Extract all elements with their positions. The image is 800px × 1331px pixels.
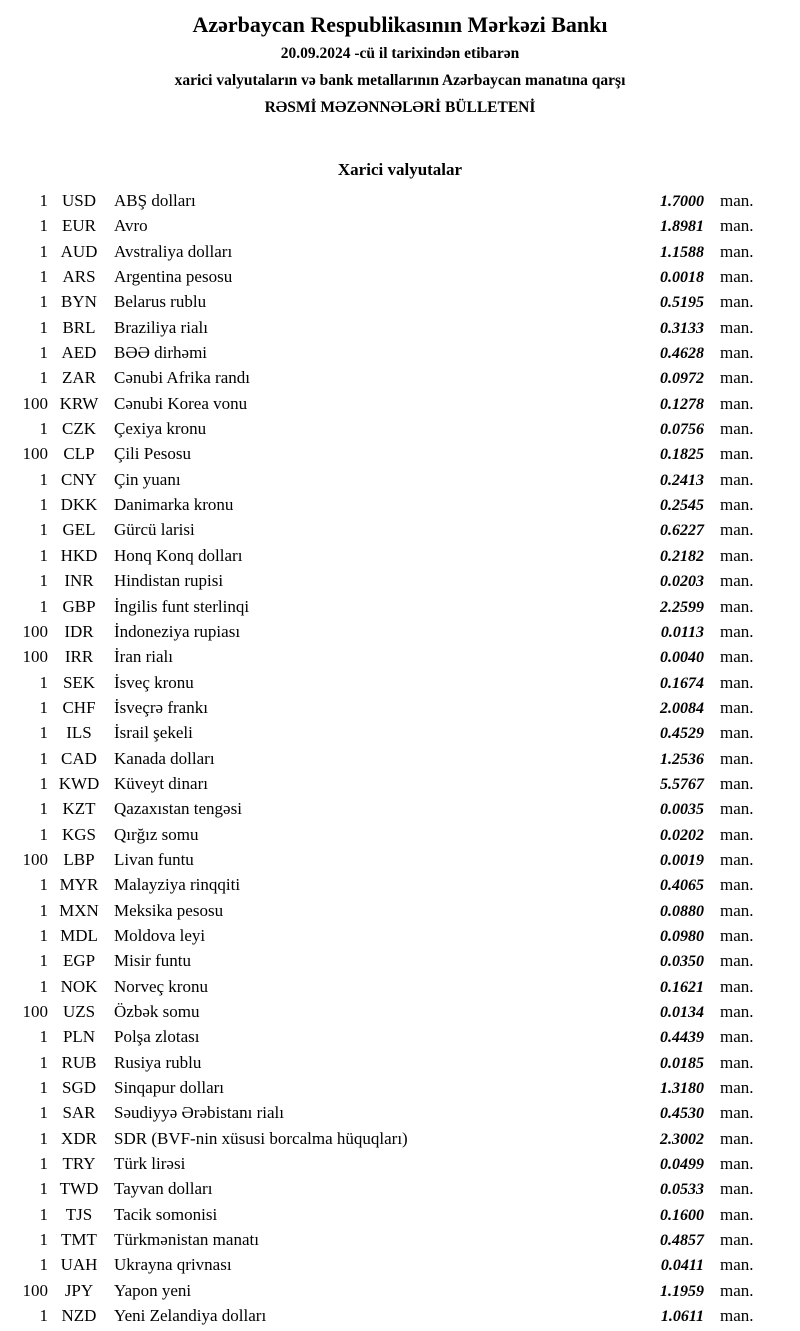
- cell-unit: man.: [720, 1306, 754, 1326]
- cell-rate: 0.4065: [660, 877, 704, 895]
- cell-currency-code: GBP: [62, 596, 96, 616]
- cell-currency-name: Kanada dolları: [114, 748, 215, 768]
- cell-currency-name: Misir funtu: [114, 951, 191, 971]
- cell-quantity: 1: [39, 317, 48, 337]
- cell-currency-name: Braziliya rialı: [114, 317, 208, 337]
- cell-currency-code: MDL: [60, 925, 98, 945]
- cell-quantity: 1: [39, 925, 48, 945]
- cell-unit: man.: [720, 849, 754, 869]
- cell-unit: man.: [720, 723, 754, 743]
- table-row: [0, 1278, 800, 1303]
- cell-quantity: 1: [39, 672, 48, 692]
- table-row: [0, 1176, 800, 1201]
- cell-quantity: 1: [39, 824, 48, 844]
- cell-currency-name: Çin yuanı: [114, 469, 181, 489]
- cell-currency-name: Livan funtu: [114, 849, 194, 869]
- document-header: [0, 0, 800, 121]
- table-row: [0, 568, 800, 593]
- table-row: [0, 1075, 800, 1100]
- cell-currency-code: LBP: [63, 849, 95, 869]
- table-row: [0, 492, 800, 517]
- table-row: [0, 1151, 800, 1176]
- cell-rate: 2.3002: [660, 1130, 704, 1148]
- cell-quantity: 1: [39, 900, 48, 920]
- cell-rate: 0.4530: [660, 1105, 704, 1123]
- cell-currency-code: KGS: [61, 824, 96, 844]
- cell-currency-code: KWD: [58, 773, 100, 793]
- table-row: [0, 594, 800, 619]
- cell-currency-code: TJS: [65, 1204, 93, 1224]
- cell-quantity: 1: [39, 241, 48, 261]
- cell-quantity: 1: [39, 1052, 48, 1072]
- cell-currency-name: Tacik somonisi: [114, 1204, 218, 1224]
- cell-currency-code: EUR: [62, 216, 96, 236]
- cell-currency-name: İngilis funt sterlinqi: [114, 596, 250, 616]
- table-row: [0, 720, 800, 745]
- cell-quantity: 1: [39, 292, 48, 312]
- cell-currency-name: Argentina pesosu: [114, 267, 233, 287]
- cell-unit: man.: [720, 875, 754, 895]
- cell-currency-code: BYN: [61, 292, 97, 312]
- cell-unit: man.: [720, 444, 754, 464]
- cell-currency-name: Polşa zlotası: [114, 1027, 200, 1047]
- table-row: [0, 999, 800, 1024]
- cell-rate: 2.2599: [660, 598, 704, 616]
- table-row: [0, 1100, 800, 1125]
- cell-rate: 0.0980: [660, 927, 704, 945]
- cell-quantity: 100: [22, 1002, 48, 1021]
- cell-currency-name: Honq Konq dolları: [114, 545, 243, 565]
- cell-rate: 0.4439: [660, 1029, 704, 1047]
- cell-unit: man.: [720, 596, 754, 616]
- cell-currency-code: ZAR: [62, 368, 96, 388]
- cell-unit: man.: [720, 495, 754, 515]
- cell-quantity: 1: [39, 951, 48, 971]
- cell-rate: 0.0203: [660, 573, 704, 591]
- cell-currency-name: Çili Pesosu: [114, 444, 191, 464]
- cell-rate: 0.4628: [660, 345, 704, 363]
- cell-quantity: 1: [39, 875, 48, 895]
- cell-currency-name: Tayvan dolları: [114, 1179, 213, 1199]
- cell-unit: man.: [720, 672, 754, 692]
- cell-unit: man.: [720, 343, 754, 363]
- cell-currency-name: BƏƏ dirhəmi: [114, 343, 208, 363]
- table-row: [0, 695, 800, 720]
- cell-rate: 0.1674: [660, 674, 704, 692]
- cell-quantity: 100: [22, 849, 48, 869]
- currency-table: [0, 188, 800, 1328]
- cell-unit: man.: [720, 1230, 754, 1250]
- table-row: [0, 239, 800, 264]
- table-row: [0, 822, 800, 847]
- cell-currency-code: TMT: [61, 1230, 97, 1250]
- cell-quantity: 1: [39, 1255, 48, 1275]
- cell-unit: man.: [720, 621, 754, 641]
- cell-quantity: 100: [22, 393, 48, 413]
- cell-currency-name: İsveç kronu: [114, 672, 194, 692]
- table-row: [0, 1202, 800, 1227]
- effective-date-line: 20.09.2024 -cü il tarixindən etibarən: [280, 45, 520, 62]
- cell-currency-code: PLN: [62, 1027, 96, 1047]
- cell-rate: 1.1959: [660, 1282, 704, 1300]
- cell-unit: man.: [720, 191, 754, 210]
- cell-quantity: 1: [39, 495, 48, 515]
- cell-quantity: 1: [39, 1306, 48, 1326]
- cell-currency-name: Rusiya rublu: [114, 1052, 202, 1072]
- cell-currency-code: ARS: [62, 267, 96, 287]
- cell-unit: man.: [720, 545, 754, 565]
- cell-currency-code: EGP: [62, 951, 96, 971]
- cell-rate: 1.8981: [660, 218, 704, 236]
- cell-currency-name: Avro: [114, 216, 148, 236]
- cell-unit: man.: [720, 1052, 754, 1072]
- table-row: [0, 517, 800, 542]
- cell-rate: 0.0185: [660, 1054, 704, 1072]
- cell-currency-name: İran rialı: [114, 647, 173, 667]
- table-row: [0, 188, 800, 213]
- cell-currency-name: Özbək somu: [114, 1002, 200, 1021]
- cell-unit: man.: [720, 773, 754, 793]
- cell-currency-code: ILS: [66, 723, 92, 743]
- cell-currency-name: İndoneziya rupiası: [114, 621, 241, 641]
- cell-quantity: 1: [39, 976, 48, 996]
- cell-unit: man.: [720, 1179, 754, 1199]
- cell-rate: 0.0040: [660, 649, 704, 667]
- cell-rate: 1.7000: [660, 193, 704, 210]
- cell-quantity: 100: [22, 1280, 48, 1300]
- cell-rate: 0.0350: [660, 953, 704, 971]
- cell-currency-code: CNY: [61, 469, 97, 489]
- cell-rate: 0.1600: [660, 1206, 704, 1224]
- table-row: [0, 289, 800, 314]
- cell-currency-name: Türk lirəsi: [114, 1154, 186, 1174]
- table-row: [0, 543, 800, 568]
- cell-rate: 0.0134: [660, 1004, 704, 1021]
- cell-rate: 0.3133: [660, 319, 704, 337]
- cell-quantity: 1: [39, 1179, 48, 1199]
- cell-currency-code: RUB: [61, 1052, 97, 1072]
- cell-rate: 0.0880: [660, 902, 704, 920]
- cell-unit: man.: [720, 267, 754, 287]
- cell-quantity: 1: [39, 697, 48, 717]
- table-row: [0, 644, 800, 669]
- cell-currency-name: Qazaxıstan tengəsi: [114, 799, 242, 819]
- cell-quantity: 1: [39, 216, 48, 236]
- cell-rate: 0.0035: [660, 801, 704, 819]
- cell-unit: man.: [720, 1128, 754, 1148]
- cell-currency-code: NZD: [61, 1306, 97, 1326]
- subtitle-line: xarici valyutaların və bank metallarının Azərbaycan manatına qarşı: [174, 72, 626, 89]
- cell-unit: man.: [720, 748, 754, 768]
- cell-currency-code: UAH: [60, 1255, 98, 1275]
- table-row: [0, 340, 800, 365]
- table-row: [0, 796, 800, 821]
- cell-currency-code: DKK: [60, 495, 98, 515]
- cell-unit: man.: [720, 647, 754, 667]
- cell-quantity: 1: [39, 799, 48, 819]
- cell-quantity: 1: [39, 1078, 48, 1098]
- section-title: Xarici valyutalar: [337, 160, 463, 179]
- cell-unit: man.: [720, 1280, 754, 1300]
- table-row: [0, 771, 800, 796]
- cell-currency-code: SEK: [62, 672, 96, 692]
- cell-unit: man.: [720, 571, 754, 591]
- cell-currency-code: CLP: [63, 444, 95, 464]
- cell-currency-code: KRW: [59, 393, 99, 413]
- cell-rate: 0.2182: [660, 547, 704, 565]
- cell-unit: man.: [720, 317, 754, 337]
- table-row: [0, 872, 800, 897]
- table-row: [0, 619, 800, 644]
- cell-currency-name: Norveç kronu: [114, 976, 208, 996]
- cell-unit: man.: [720, 469, 754, 489]
- cell-quantity: 1: [39, 1154, 48, 1174]
- cell-currency-code: GEL: [62, 520, 96, 540]
- table-row: [0, 441, 800, 466]
- cell-quantity: 1: [39, 469, 48, 489]
- cell-currency-name: İsveçrə frankı: [114, 697, 208, 717]
- cell-quantity: 1: [39, 419, 48, 439]
- cell-unit: man.: [720, 951, 754, 971]
- cell-unit: man.: [720, 1204, 754, 1224]
- cell-unit: man.: [720, 824, 754, 844]
- cell-rate: 0.0499: [660, 1156, 704, 1174]
- cell-currency-code: CAD: [61, 748, 97, 768]
- cell-currency-code: TRY: [62, 1154, 96, 1174]
- cell-rate: 0.5195: [660, 294, 704, 312]
- table-row: [0, 1050, 800, 1075]
- cell-currency-name: Gürcü larisi: [114, 520, 195, 540]
- cell-currency-code: SGD: [61, 1078, 96, 1098]
- cell-currency-name: Danimarka kronu: [114, 495, 234, 515]
- cell-rate: 0.1825: [660, 446, 704, 464]
- cell-rate: 5.5767: [660, 775, 704, 793]
- cell-rate: 1.3180: [660, 1080, 704, 1098]
- cell-currency-code: KZT: [62, 799, 96, 819]
- cell-currency-code: BRL: [62, 317, 96, 337]
- table-row: [0, 365, 800, 390]
- cell-rate: 0.1621: [660, 978, 704, 996]
- cell-rate: 0.0411: [660, 1257, 704, 1275]
- cell-quantity: 100: [22, 647, 48, 667]
- cell-unit: man.: [720, 697, 754, 717]
- cell-rate: 0.4529: [660, 725, 704, 743]
- cell-currency-code: CHF: [62, 697, 96, 717]
- cell-quantity: 1: [39, 267, 48, 287]
- cell-rate: 0.1278: [660, 395, 704, 413]
- cell-currency-name: Yeni Zelandiya dolları: [114, 1306, 267, 1326]
- cell-rate: 1.0611: [660, 1308, 704, 1326]
- cell-currency-name: Yapon yeni: [114, 1280, 192, 1300]
- cell-currency-name: SDR (BVF-nin xüsusi borcalma hüquqları): [114, 1128, 408, 1148]
- cell-quantity: 1: [39, 1027, 48, 1047]
- table-row: [0, 746, 800, 771]
- table-row: [0, 1126, 800, 1151]
- cell-currency-name: İsrail şekeli: [114, 723, 193, 743]
- cell-quantity: 1: [39, 191, 48, 210]
- cell-rate: 0.0202: [660, 826, 704, 844]
- cell-currency-name: Belarus rublu: [114, 292, 207, 312]
- cell-unit: man.: [720, 292, 754, 312]
- cell-currency-name: Ukrayna qrivnası: [114, 1255, 232, 1275]
- cell-currency-code: INR: [64, 571, 94, 591]
- cell-rate: 0.0018: [660, 269, 704, 287]
- cell-unit: man.: [720, 1002, 754, 1021]
- cell-currency-code: MYR: [59, 875, 99, 895]
- cell-currency-name: Səudiyyə Ərəbistanı rialı: [114, 1103, 284, 1123]
- cell-currency-code: JPY: [64, 1280, 94, 1300]
- table-row: [0, 467, 800, 492]
- cell-quantity: 1: [39, 773, 48, 793]
- table-row: [0, 948, 800, 973]
- cell-rate: 0.6227: [660, 522, 704, 540]
- table-row: [0, 264, 800, 289]
- table-row: [0, 1024, 800, 1049]
- cell-quantity: 1: [39, 723, 48, 743]
- cell-currency-code: IDR: [64, 621, 94, 641]
- cell-currency-code: USD: [61, 191, 96, 210]
- cell-rate: 0.0019: [660, 851, 704, 869]
- cell-unit: man.: [720, 1103, 754, 1123]
- cell-unit: man.: [720, 1255, 754, 1275]
- cell-currency-code: XDR: [61, 1128, 97, 1148]
- cell-currency-name: Hindistan rupisi: [114, 571, 224, 591]
- cell-currency-code: TWD: [59, 1179, 99, 1199]
- cell-quantity: 100: [22, 444, 48, 464]
- cell-unit: man.: [720, 520, 754, 540]
- cell-unit: man.: [720, 1078, 754, 1098]
- table-row: [0, 1252, 800, 1277]
- table-row: [0, 974, 800, 999]
- cell-currency-name: Cənubi Afrika randı: [114, 368, 250, 388]
- table-row: [0, 213, 800, 238]
- table-row: [0, 315, 800, 340]
- cell-currency-code: IRR: [64, 647, 94, 667]
- cell-unit: man.: [720, 900, 754, 920]
- table-row: [0, 391, 800, 416]
- cell-unit: man.: [720, 1154, 754, 1174]
- cell-unit: man.: [720, 1027, 754, 1047]
- cell-currency-name: Küveyt dinarı: [114, 773, 208, 793]
- cell-currency-name: Çexiya kronu: [114, 419, 207, 439]
- cell-rate: 2.0084: [660, 699, 704, 717]
- cell-quantity: 100: [22, 621, 48, 641]
- cell-rate: 0.4857: [660, 1232, 704, 1250]
- cell-rate: 0.0972: [660, 370, 704, 388]
- cell-quantity: 1: [39, 368, 48, 388]
- cell-rate: 1.2536: [660, 750, 704, 768]
- cell-unit: man.: [720, 393, 754, 413]
- cell-quantity: 1: [39, 520, 48, 540]
- cell-currency-name: Moldova leyi: [114, 925, 206, 945]
- table-row: [0, 923, 800, 948]
- table-row: [0, 670, 800, 695]
- table-row: [0, 847, 800, 872]
- bulletin-title: RƏSMİ MƏZƏNNƏLƏRİ BÜLLETENİ: [264, 99, 536, 116]
- cell-rate: 0.2545: [660, 497, 704, 515]
- cell-rate: 0.0756: [660, 421, 704, 439]
- cell-quantity: 1: [39, 748, 48, 768]
- cell-quantity: 1: [39, 571, 48, 591]
- cell-currency-name: Malayziya rinqqiti: [114, 875, 241, 895]
- cell-unit: man.: [720, 925, 754, 945]
- table-row: [0, 898, 800, 923]
- cell-currency-name: Türkmənistan manatı: [114, 1230, 259, 1250]
- cell-currency-code: SAR: [62, 1103, 96, 1123]
- cell-currency-name: Meksika pesosu: [114, 900, 224, 920]
- cell-unit: man.: [720, 241, 754, 261]
- cell-quantity: 1: [39, 343, 48, 363]
- cell-currency-name: Qırğız somu: [114, 824, 199, 844]
- cell-currency-name: Cənubi Korea vonu: [114, 393, 248, 413]
- bank-title: Azərbaycan Respublikasının Mərkəzi Bankı: [192, 12, 608, 37]
- cell-currency-code: HKD: [60, 545, 98, 565]
- cell-currency-code: MXN: [59, 900, 99, 920]
- cell-unit: man.: [720, 976, 754, 996]
- cell-quantity: 1: [39, 1204, 48, 1224]
- cell-rate: 0.0533: [660, 1181, 704, 1199]
- cell-quantity: 1: [39, 545, 48, 565]
- cell-currency-code: UZS: [62, 1002, 96, 1021]
- table-row: [0, 416, 800, 441]
- cell-currency-code: NOK: [60, 976, 98, 996]
- cell-quantity: 1: [39, 1128, 48, 1148]
- cell-quantity: 1: [39, 596, 48, 616]
- cell-unit: man.: [720, 419, 754, 439]
- cell-unit: man.: [720, 216, 754, 236]
- cell-unit: man.: [720, 368, 754, 388]
- cell-rate: 1.1588: [660, 243, 704, 261]
- cell-rate: 0.2413: [660, 471, 704, 489]
- cell-currency-name: ABŞ dolları: [114, 191, 196, 210]
- cell-currency-code: CZK: [62, 419, 96, 439]
- table-row: [0, 1227, 800, 1252]
- cell-currency-code: AED: [61, 343, 97, 363]
- cell-currency-name: Avstraliya dolları: [114, 241, 233, 261]
- cell-unit: man.: [720, 799, 754, 819]
- cell-currency-name: Sinqapur dolları: [114, 1078, 225, 1098]
- cell-rate: 0.0113: [660, 623, 704, 641]
- cell-quantity: 1: [39, 1103, 48, 1123]
- table-row: [0, 1303, 800, 1328]
- cell-quantity: 1: [39, 1230, 48, 1250]
- cell-currency-code: AUD: [60, 241, 98, 261]
